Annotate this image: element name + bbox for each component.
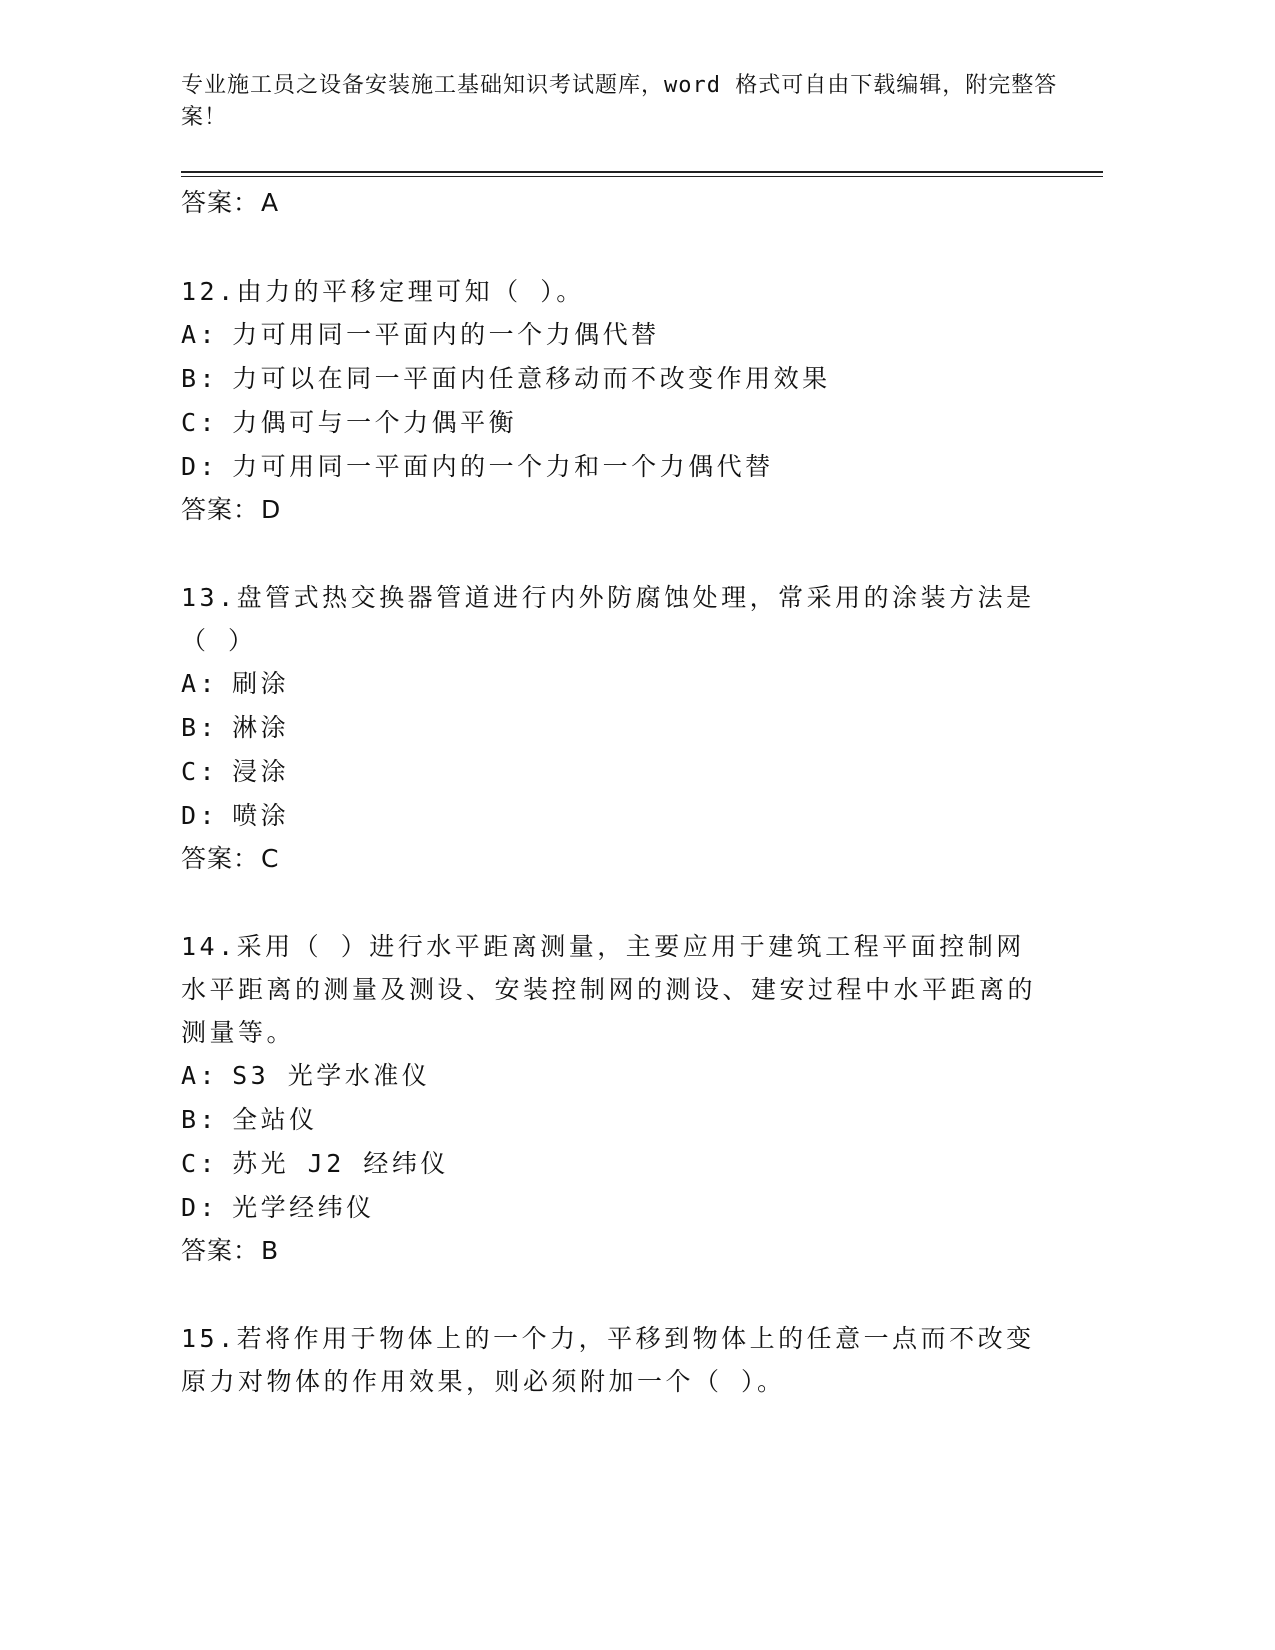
question-stem: 15.若将作用于物体上的一个力，平移到物体上的任意一点而不改变原力对物体的作用效果，则必须附加一个（ ）。 [181,1324,1035,1396]
option-letter: C: [181,1149,219,1178]
option-d [181,1186,1041,1230]
option-d [181,794,1041,838]
option-letter: A: [181,1061,219,1090]
answer-line [181,838,1041,880]
answer-prefix: 答案： [181,188,260,217]
option-text: 全站仪 [232,1105,318,1134]
option-letter: C: [181,408,219,437]
answer-line [181,182,1041,224]
option-a [181,662,1041,706]
option-text: 刷涂 [232,669,290,698]
answer-value: B [261,1236,280,1265]
document-header [181,70,1061,134]
answer-value: C [261,844,280,873]
question-stem: 13.盘管式热交换器管道进行内外防腐蚀处理，常采用的涂装方法是（ ） [181,583,1035,655]
option-d [181,445,1041,489]
option-text: 苏光 J2 经纬仪 [232,1149,449,1178]
answer-value: D [261,495,282,524]
option-letter: B: [181,364,219,393]
option-letter: A: [181,669,219,698]
option-text: 淋涂 [232,713,290,742]
header-divider-thin [181,176,1103,177]
answer-value: A [261,188,280,217]
option-text: 力偶可与一个力偶平衡 [232,408,518,437]
answer-prefix: 答案： [181,1236,260,1265]
option-b [181,357,1041,401]
option-letter: B: [181,1105,219,1134]
answer-line [181,489,1041,531]
option-a [181,313,1041,357]
option-a [181,1054,1041,1098]
option-c [181,401,1041,445]
option-letter: A: [181,320,219,349]
question-stem: 12.由力的平移定理可知（ ）。 [181,277,585,306]
option-letter: B: [181,713,219,742]
option-text: 力可以在同一平面内任意移动而不改变作用效果 [232,364,831,393]
option-text: 光学经纬仪 [232,1193,375,1222]
option-letter: D: [181,801,219,830]
header-text: 专业施工员之设备安装施工基础知识考试题库，word 格式可自由下载编辑，附完整答案！ [181,73,1058,130]
answer-line [181,1230,1041,1272]
answer-prefix: 答案： [181,844,260,873]
option-c [181,750,1041,794]
question-list [181,182,1041,1403]
option-text: 力可用同一平面内的一个力和一个力偶代替 [232,452,774,481]
option-b [181,1098,1041,1142]
option-b [181,706,1041,750]
option-text: 力可用同一平面内的一个力偶代替 [232,320,660,349]
option-letter: D: [181,1193,219,1222]
option-letter: D: [181,452,219,481]
header-divider-thick [181,171,1103,173]
question-stem: 14.采用（ ）进行水平距离测量，主要应用于建筑工程平面控制网水平距离的测量及测设、安装控制网的测设、建安过程中水平距离的测量等。 [181,932,1037,1047]
option-text: S3 光学水准仪 [232,1061,431,1090]
option-text: 浸涂 [232,757,290,786]
option-text: 喷涂 [232,801,290,830]
answer-prefix: 答案： [181,495,260,524]
option-c [181,1142,1041,1186]
option-letter: C: [181,757,219,786]
